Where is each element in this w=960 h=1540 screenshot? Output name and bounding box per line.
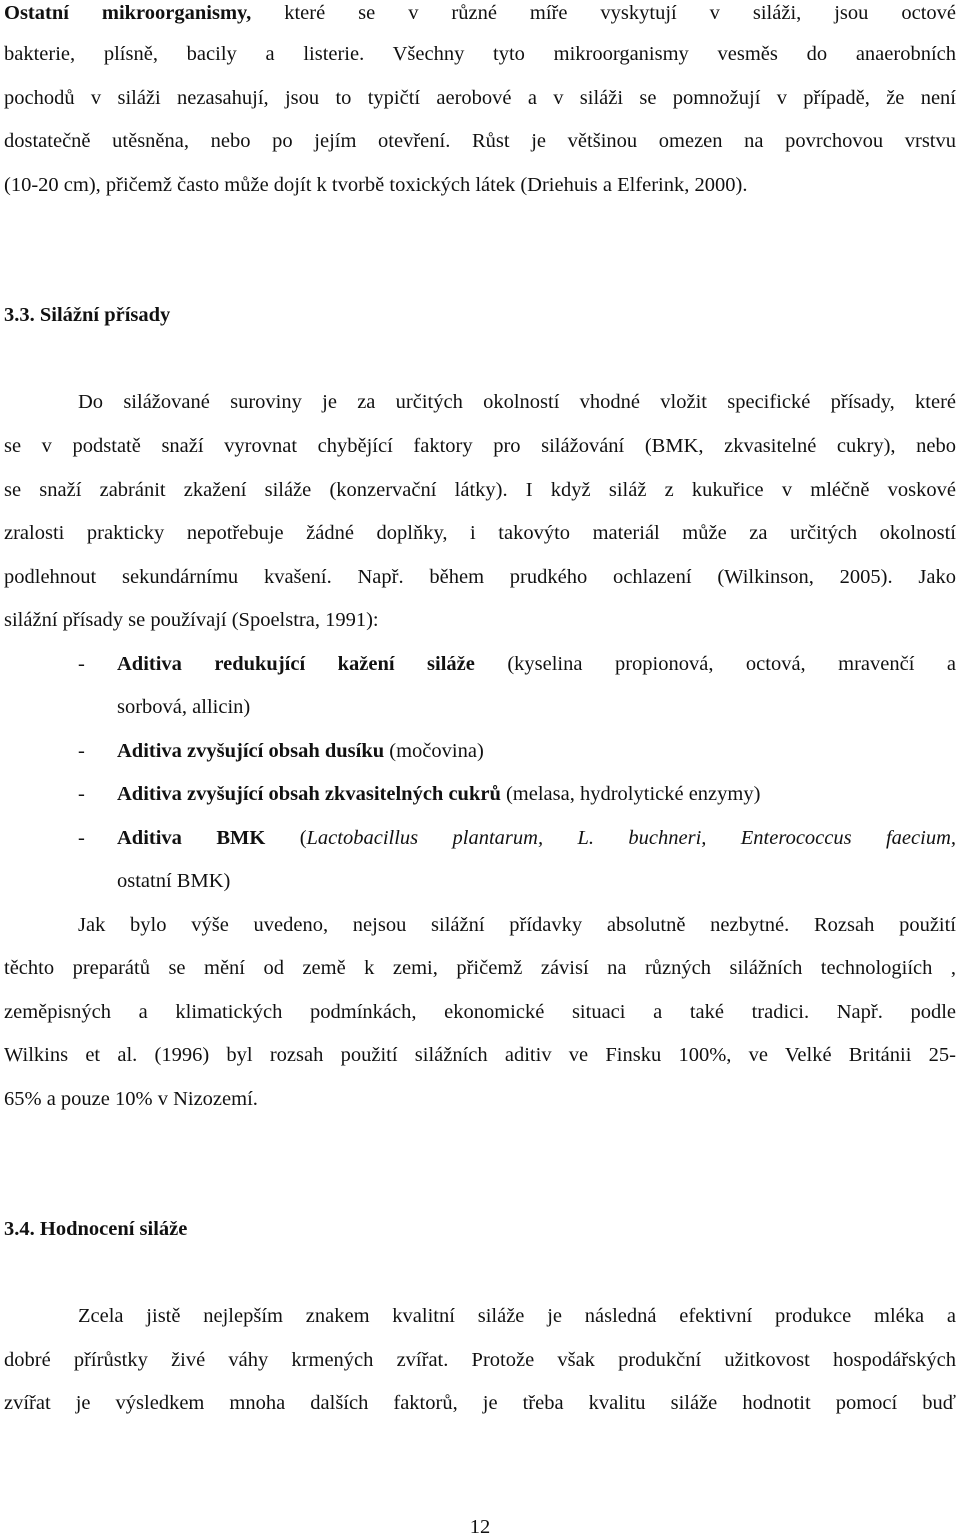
section-heading-3-4: 3.4. Hodnocení siláže [4, 1218, 188, 1240]
list-item: Aditiva BMK (Lactobacillus plantarum, L. buchneri, Enterococcus faecium, [117, 827, 957, 849]
page-number: 12 [469, 1516, 491, 1538]
s33-line-5: podlehnout sekundárnímu kvašení. Např. během prudkého ochlazení (Wilkinson, 2005). Jako [4, 566, 956, 588]
list-item: Aditiva zvyšující obsah dusíku (močovina) [117, 740, 484, 762]
s33-p2-line-5: 65% a pouze 10% v Nizozemí. [4, 1088, 258, 1110]
para-micro-line-1: Ostatní mikroorganismy, které se v různé míře vyskytují v siláži, jsou octové [4, 2, 956, 24]
list-bullet: - [78, 827, 85, 849]
s33-line-2: se v podstatě snaží vyrovnat chybějící faktory pro silážování (BMK, zkvasitelné cukry), nebo [4, 435, 956, 457]
section-heading-3-3: 3.3. Silážní přísady [4, 304, 171, 326]
s33-line-1: Do silážované suroviny je za určitých okolností vhodné vložit specifické přísady, které [78, 391, 956, 413]
para-micro-line-2: bakterie, plísně, bacily a listerie. Všechny tyto mikroorganismy vesměs do anaerobních [4, 43, 956, 65]
s33-p2-line-2: těchto preparátů se mění od země k zemi, přičemž závisí na různých silážních technologiích , [4, 957, 956, 979]
para-micro-line-3: pochodů v siláži nezasahují, jsou to typičtí aerobové a v siláži se pomnožují v případě, že není [4, 87, 956, 109]
list-bullet: - [78, 653, 85, 675]
list-item: Aditiva redukující kažení siláže (kyselina propionová, octová, mravenčí a [117, 653, 956, 675]
s34-line-1: Zcela jistě nejlepším znakem kvalitní siláže je následná efektivní produkce mléka a [78, 1305, 956, 1327]
list-item: Aditiva zvyšující obsah zkvasitelných cukrů (melasa, hydrolytické enzymy) [117, 783, 761, 805]
lead-term: Ostatní mikroorganismy, [4, 2, 252, 24]
s33-line-3: se snaží zabránit zkažení siláže (konzervační látky). I když siláž z kukuřice v mléčně voskové [4, 479, 956, 501]
list-item-continuation: sorbová, allicin) [117, 696, 251, 718]
para-micro-line-4: dostatečně utěsněna, nebo po jejím otevření. Růst je většinou omezen na povrchovou vrstvu [4, 130, 956, 152]
s33-line-4: zralosti prakticky nepotřebuje žádné doplňky, i takovýto materiál může za určitých okolností [4, 522, 956, 544]
list-bullet: - [78, 740, 85, 762]
list-bullet: - [78, 783, 85, 805]
list-item-continuation: ostatní BMK) [117, 870, 231, 892]
s33-line-6: silážní přísady se používají (Spoelstra, 1991): [4, 609, 379, 631]
s33-p2-line-1: Jak bylo výše uvedeno, nejsou silážní přídavky absolutně nezbytné. Rozsah použití [78, 914, 956, 936]
s34-line-2: dobré přírůstky živé váhy krmených zvířat. Protože však produkční užitkovost hospodářských [4, 1349, 956, 1371]
s33-p2-line-3: zeměpisných a klimatických podmínkách, ekonomické situaci a také tradici. Např. podle [4, 1001, 956, 1023]
para-micro-line-5: (10-20 cm), přičemž často může dojít k tvorbě toxických látek (Driehuis a Elferink, 2000). [4, 174, 748, 196]
s33-p2-line-4: Wilkins et al. (1996) byl rozsah použití silážních aditiv ve Finsku 100%, ve Velké Británii 25- [4, 1044, 956, 1066]
s34-line-3: zvířat je výsledkem mnoha dalších faktorů, je třeba kvalitu siláže hodnotit pomocí buď [4, 1392, 956, 1414]
